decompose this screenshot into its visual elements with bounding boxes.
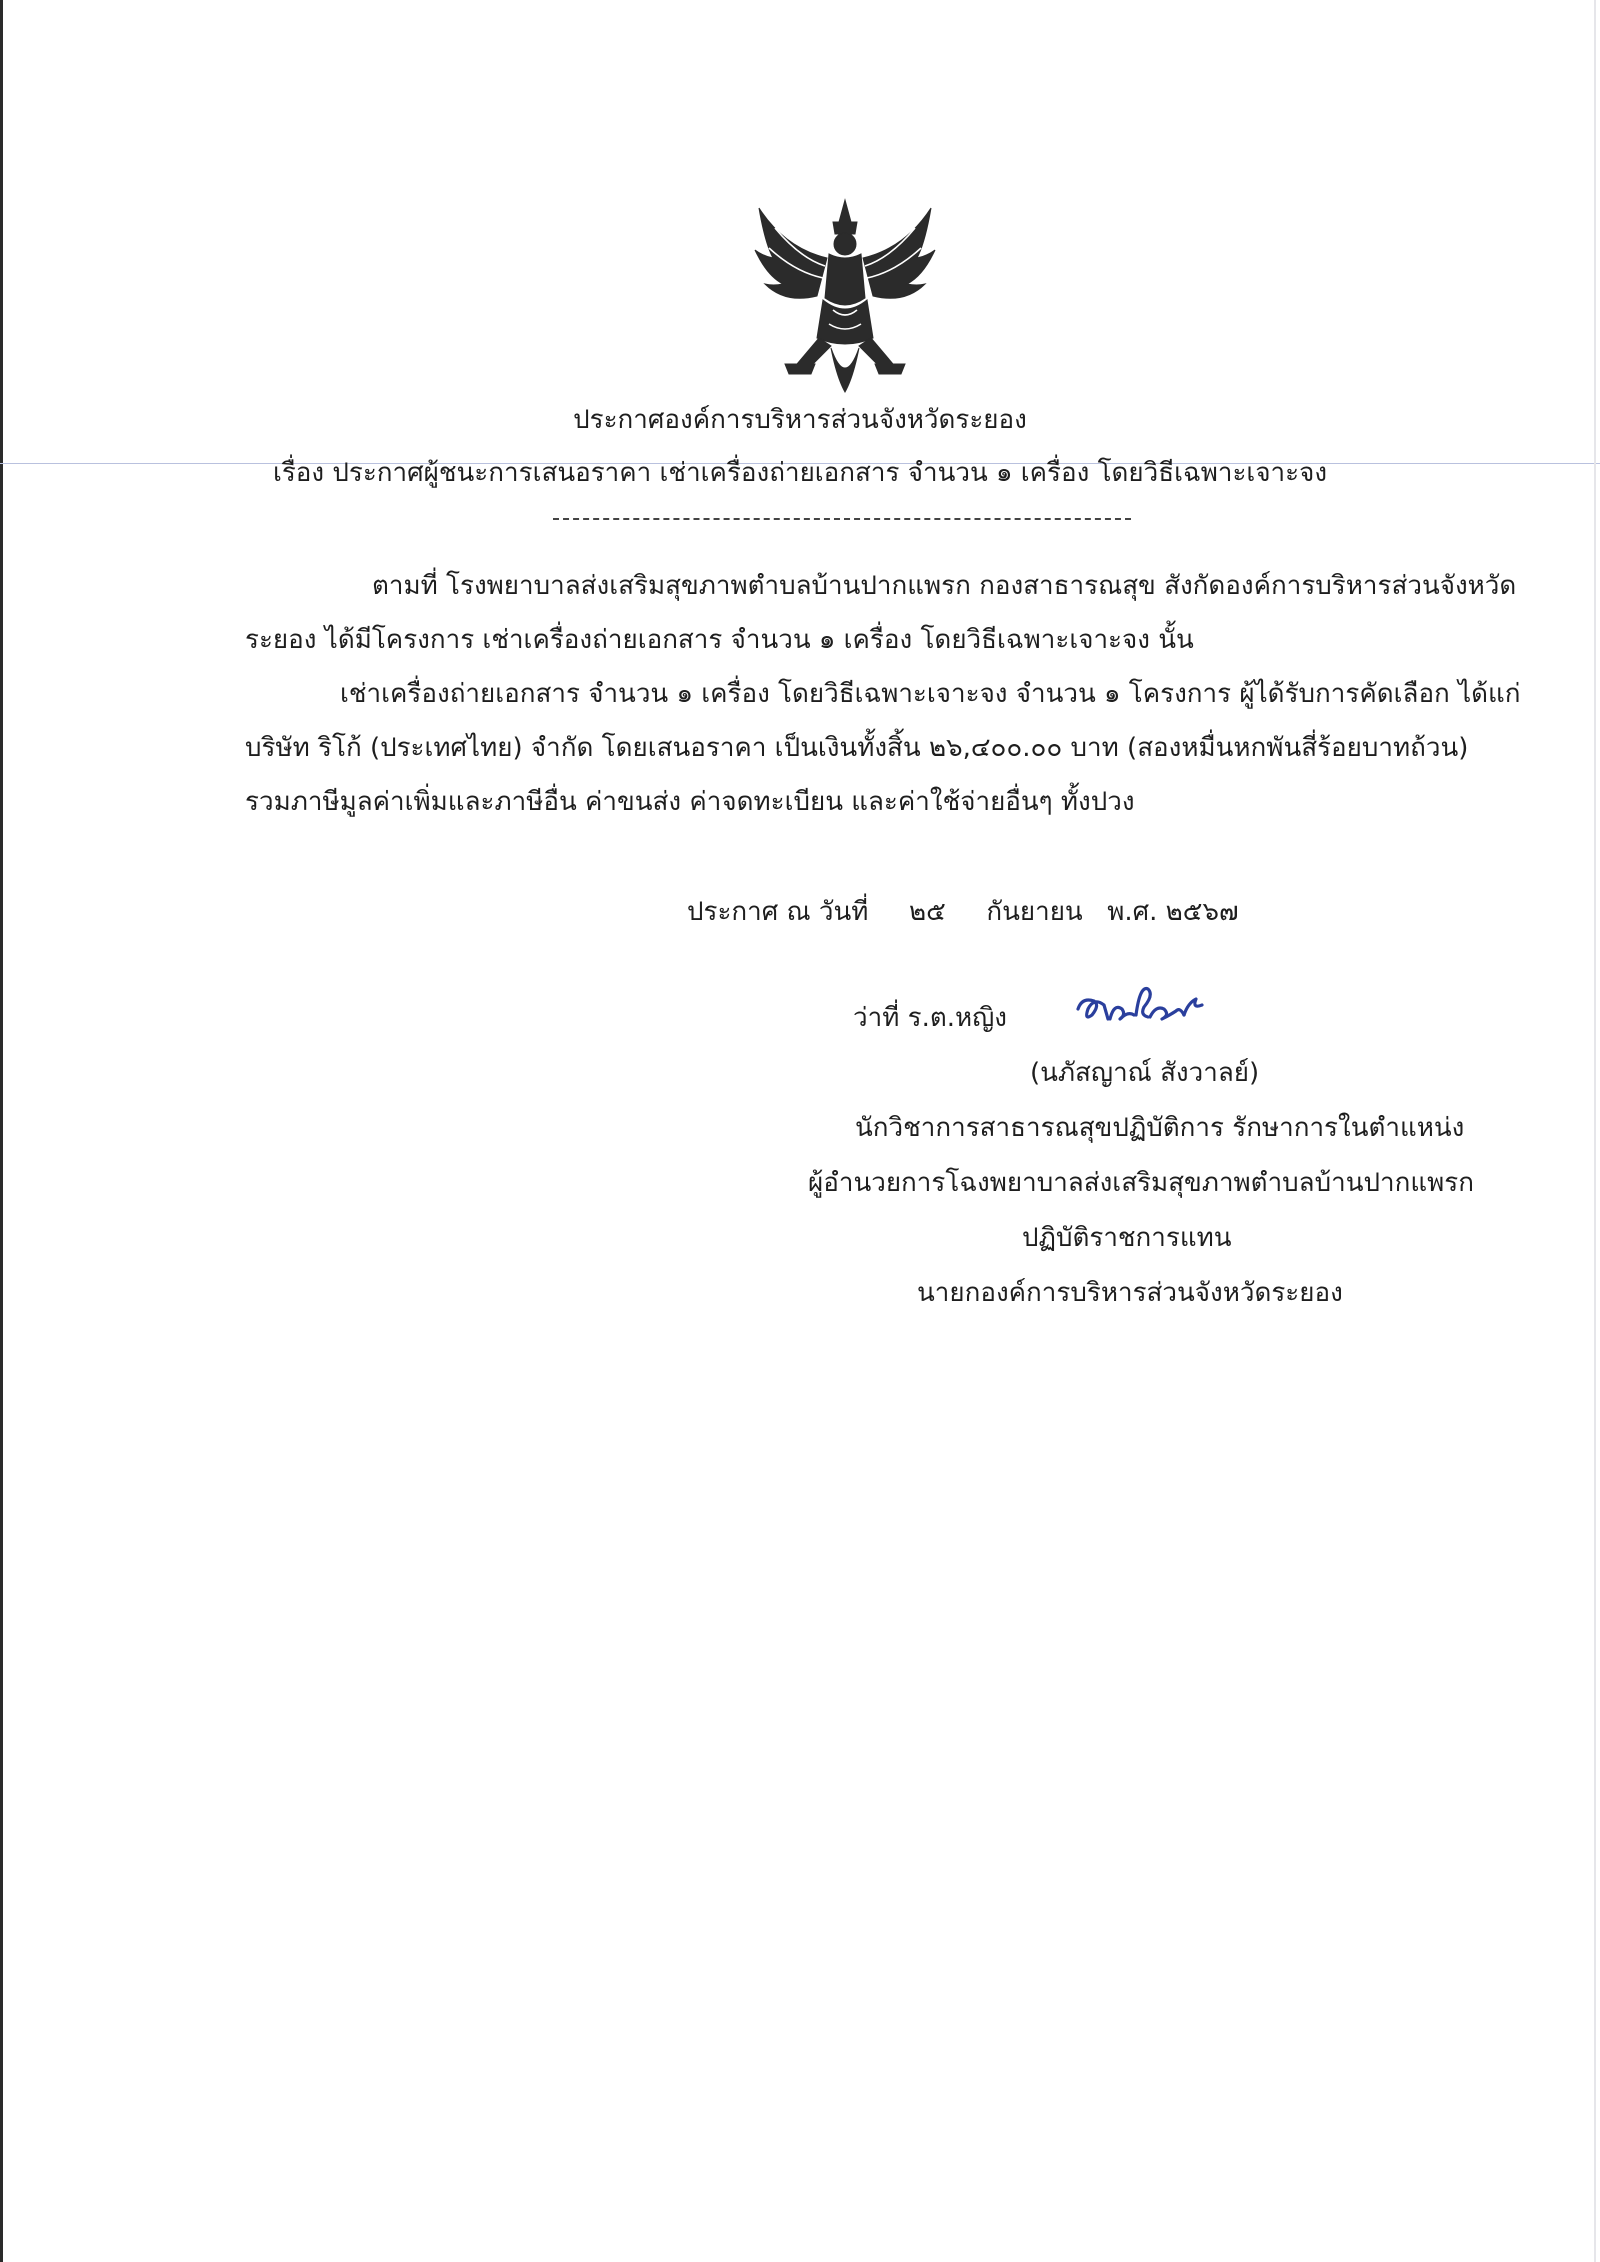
date-line bbox=[687, 896, 1239, 928]
issuer-heading: ประกาศองค์การบริหารส่วนจังหวัดระยอง bbox=[573, 405, 1027, 435]
page-right-edge bbox=[1594, 0, 1596, 2262]
paragraph-2-line-3: รวมภาษีมูลค่าเพิ่มและภาษีอื่น ค่าขนส่ง ค่าจดทะเบียน และค่าใช้จ่ายอื่นๆ ทั้งปวง bbox=[245, 787, 1135, 817]
signer-rank: ว่าที่ ร.ต.หญิง bbox=[853, 1003, 1007, 1033]
paragraph-2-line-2: บริษัท ริโก้ (ประเทศไทย) จำกัด โดยเสนอราคา เป็นเงินทั้งสิ้น ๒๖,๔๐๐.๐๐ บาท (สองหมื่นหกพันสี่ร้อยบาทถ้วน) bbox=[245, 733, 1469, 763]
paragraph-1-line-2: ระยอง ได้มีโครงการ เช่าเครื่องถ่ายเอกสาร จำนวน ๑ เครื่อง โดยวิธีเฉพาะเจาะจง นั้น bbox=[245, 625, 1194, 655]
garuda-emblem-icon bbox=[745, 188, 945, 398]
date-day: ๒๕ bbox=[908, 897, 946, 927]
paragraph-1-line-1: ตามที่ โรงพยาบาลส่งเสริมสุขภาพตำบลบ้านปากแพรก กองสาธารณสุข สังกัดองค์การบริหารส่วนจังหวัด bbox=[372, 571, 1517, 601]
signer-position-4: นายกองค์การบริหารส่วนจังหวัดระยอง bbox=[917, 1278, 1343, 1308]
signer-position-2: ผู้อำนวยการโฉงพยาบาลส่งเสริมสุขภาพตำบลบ้านปากแพรก bbox=[808, 1168, 1474, 1198]
signer-position-3: ปฏิบัติราชการแทน bbox=[1022, 1223, 1232, 1253]
paragraph-2-line-1: เช่าเครื่องถ่ายเอกสาร จำนวน ๑ เครื่อง โดยวิธีเฉพาะเจาะจง จำนวน ๑ โครงการ ผู้ได้รับการคัดเลือก ได้แก่ bbox=[340, 679, 1521, 709]
handwritten-signature bbox=[1070, 975, 1210, 1039]
signer-name: (นภัสญาณ์ สังวาลย์) bbox=[1030, 1058, 1260, 1088]
page-left-edge bbox=[0, 0, 3, 2262]
signer-position-1: นักวิชาการสาธารณสุขปฏิบัติการ รักษาการในตำแหน่ง bbox=[855, 1113, 1465, 1143]
date-era: พ.ศ. bbox=[1107, 897, 1158, 927]
date-prefix: ประกาศ ณ วันที่ bbox=[687, 897, 869, 927]
date-year: ๒๕๖๗ bbox=[1165, 897, 1239, 927]
subject-line: เรื่อง ประกาศผู้ชนะการเสนอราคา เช่าเครื่องถ่ายเอกสาร จำนวน ๑ เครื่อง โดยวิธีเฉพาะเจาะจง bbox=[272, 458, 1328, 488]
divider bbox=[553, 518, 1131, 520]
date-month: กันยายน bbox=[986, 897, 1083, 927]
